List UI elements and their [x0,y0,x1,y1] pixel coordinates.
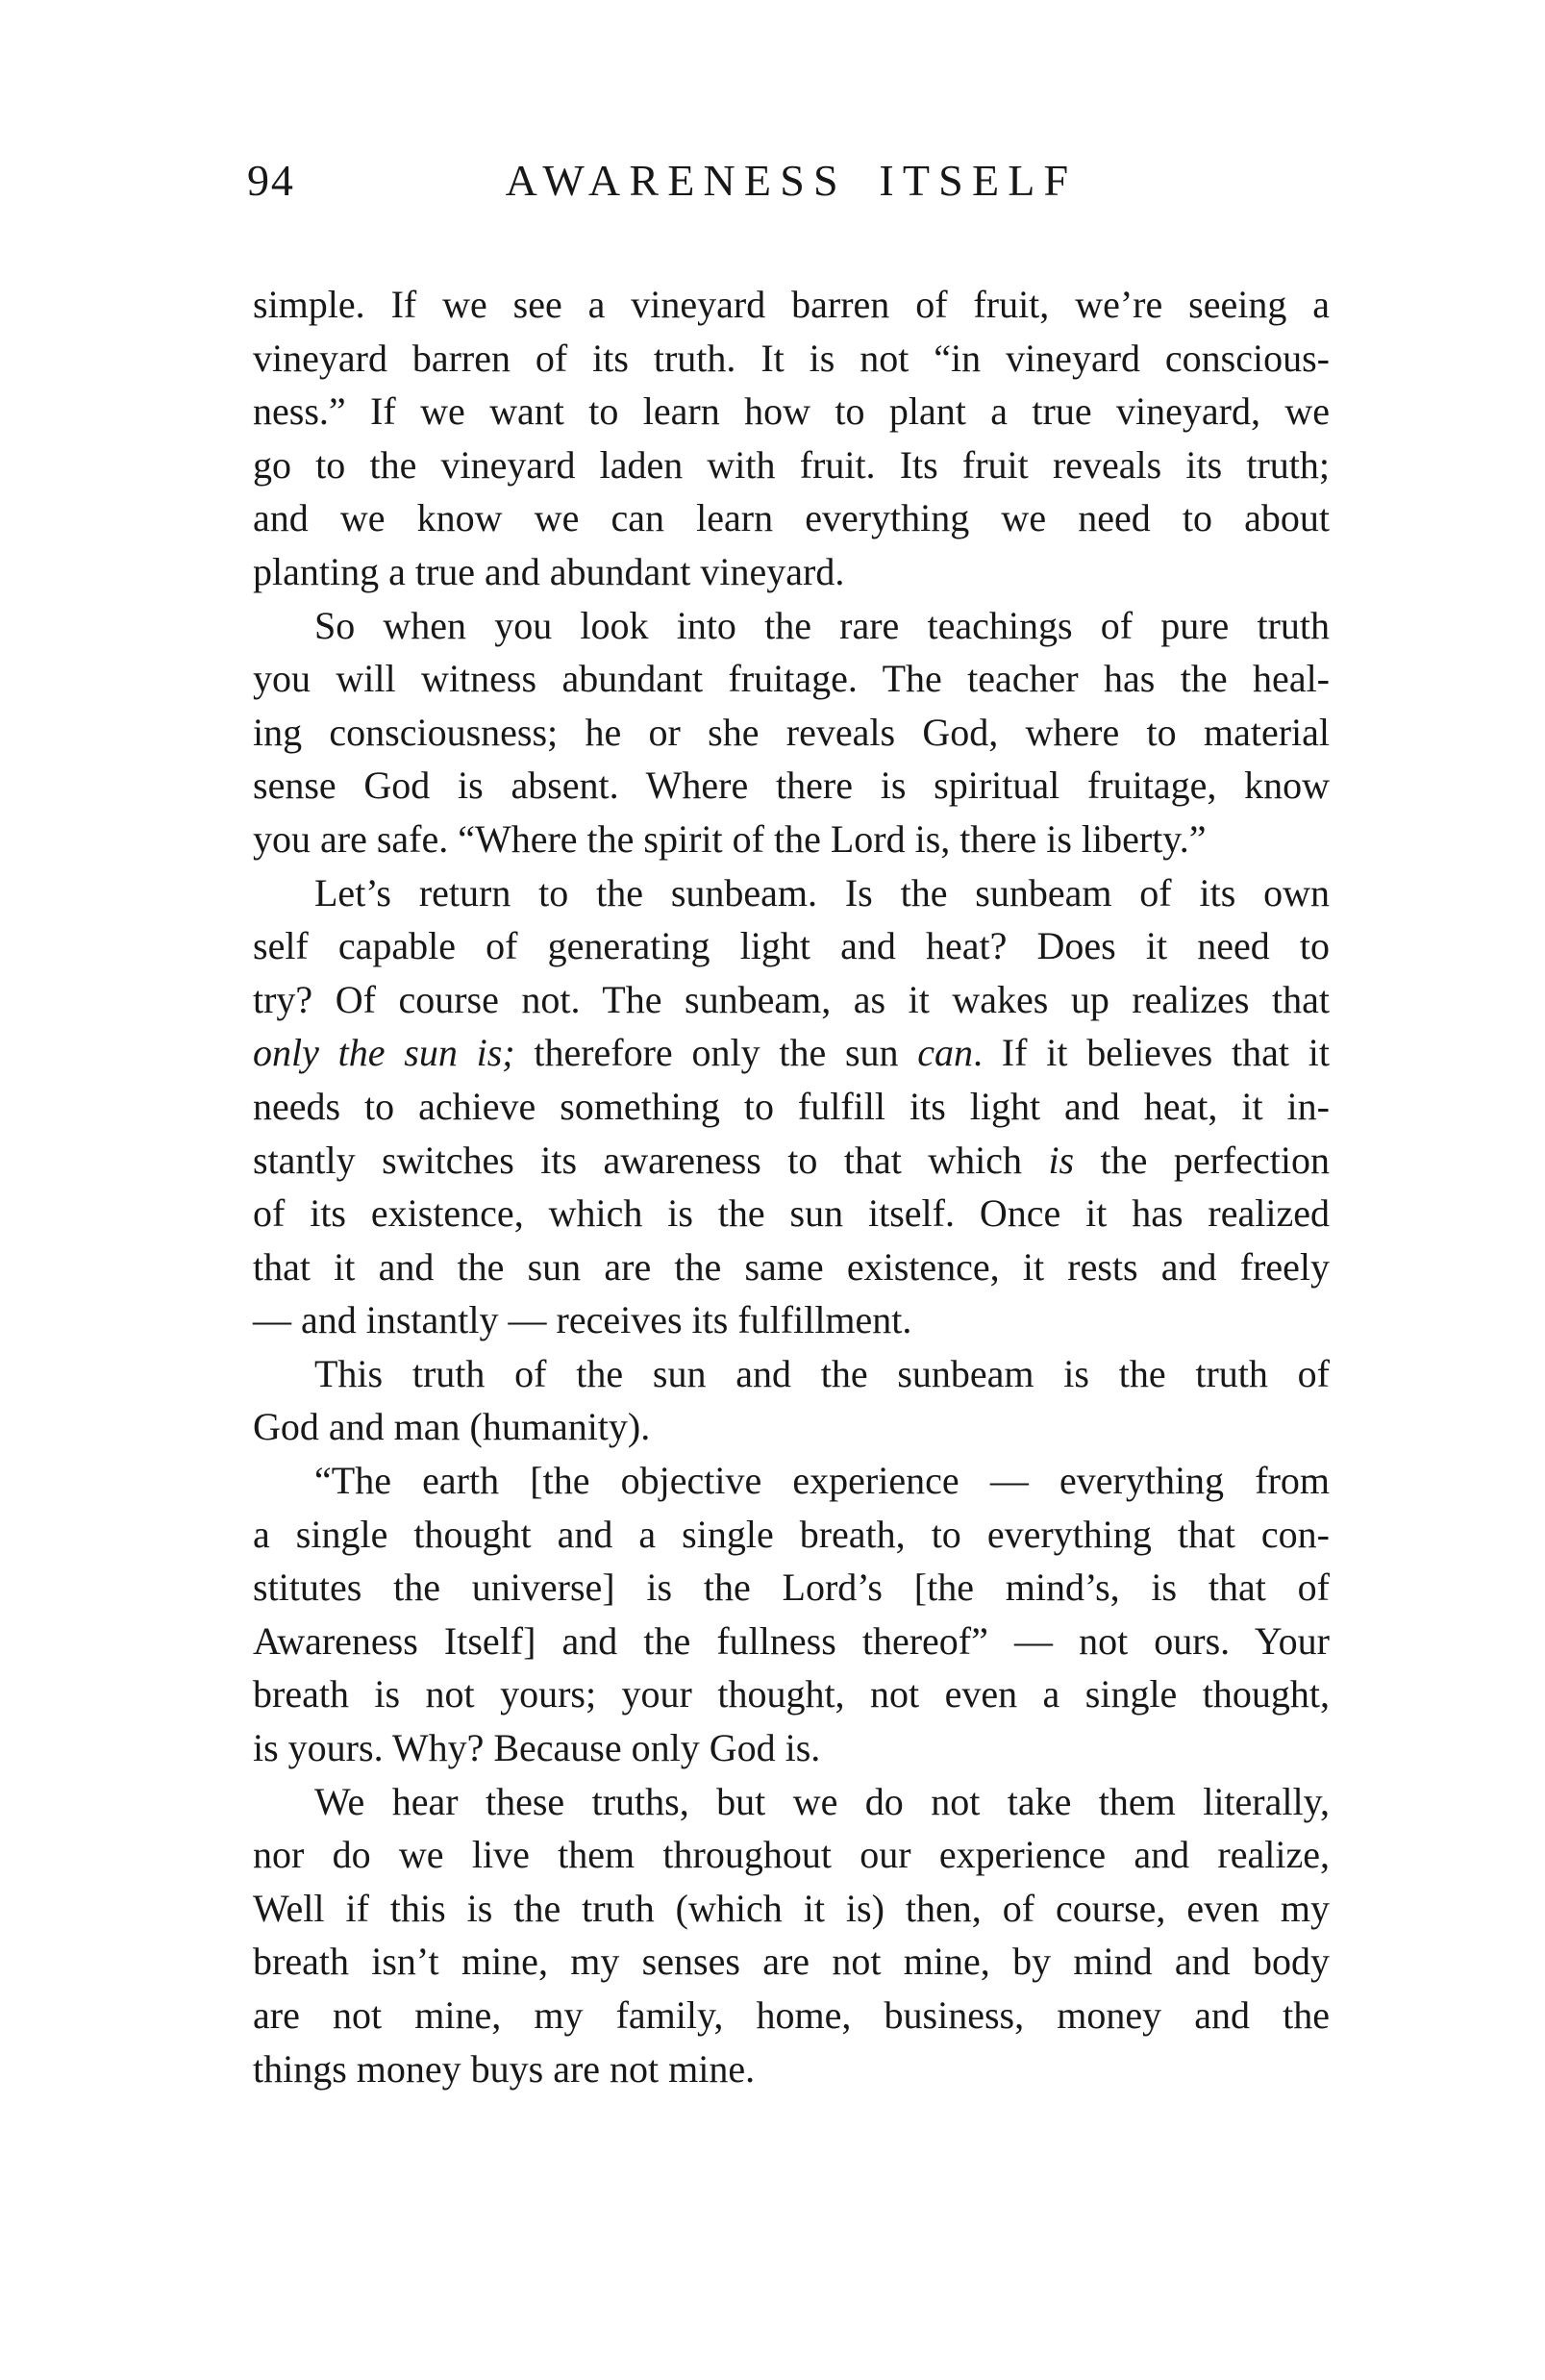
text-line [253,1721,1330,1775]
running-title: AWARENESS ITSELF [505,156,1078,205]
italic-text: is [1048,1138,1075,1182]
text-segment: self capable of generating light and heat? Does it need to [253,924,1330,968]
text-line [253,1240,1330,1294]
italic-text: can [917,1031,974,1075]
paragraph [253,1775,1330,2096]
text-segment: and we know we can learn everything we need to about [253,496,1330,540]
text-segment: are not mine, my family, home, business, money and the [253,1993,1330,2037]
text-segment: a single thought and a single breath, to everything that con- [253,1512,1330,1556]
text-segment: things money buys are not mine. [253,2046,756,2091]
text-line [253,1508,1330,1562]
text-segment: We hear these truths, but we do not take them literally, [314,1779,1330,1823]
text-segment: — and instantly — receives its fulfillment. [253,1298,912,1342]
text-segment: stitutes the universe] is the Lord’s [the mind’s, is that of [253,1566,1330,1610]
text-line [253,599,1330,653]
text-line [253,1347,1330,1401]
text-segment: try? Of course not. The sunbeam, as it wakes up realizes that [253,977,1330,1021]
text-segment: planting a true and abundant vineyard. [253,549,845,593]
text-line [253,332,1330,386]
text-line [253,1134,1330,1188]
text-segment: therefore only the sun [514,1031,918,1075]
text-segment: you will witness abundant fruitage. The teacher has the heal- [253,657,1330,701]
text-segment: vineyard barren of its truth. It is not “in vineyard conscious- [253,336,1330,380]
text-line [253,1667,1330,1721]
paragraph [253,1454,1330,1775]
text-line [253,706,1330,760]
paragraph [253,599,1330,866]
page-number: 94 [247,156,295,205]
text-line [253,1935,1330,1989]
text-line [253,545,1330,599]
text-segment: Let’s return to the sunbeam. Is the sunbeam of its own [314,870,1330,914]
text-segment: stantly switches its awareness to that which [253,1138,1049,1182]
text-line [253,438,1330,492]
text-segment: This truth of the sun and the sunbeam is the truth of [314,1351,1330,1395]
text-line [253,1882,1330,1936]
text-line [253,1293,1330,1347]
text-segment: God and man (humanity). [253,1405,651,1449]
text-segment: go to the vineyard laden with fruit. Its fruit reveals its truth; [253,442,1330,487]
text-segment: ness.” If we want to learn how to plant a true vineyard, we [253,389,1330,434]
paragraph [253,866,1330,1347]
text-segment: sense God is absent. Where there is spiritual fruitage, know [253,764,1330,808]
text-line [253,973,1330,1027]
text-segment: needs to achieve something to fulfill its light and heat, it in- [253,1084,1330,1128]
text-line [253,1454,1330,1508]
text-segment: . If it believes that it [973,1031,1330,1075]
running-header [247,156,1330,207]
text-segment: that it and the sun are the same existence, it rests and freely [253,1244,1330,1289]
text-segment: of its existence, which is the sun itself. Once it has realized [253,1191,1330,1236]
text-segment: breath is not yours; your thought, not even a single thought, [253,1672,1330,1716]
text-segment: Awareness Itself] and the fullness thereof” — not ours. Your [253,1618,1330,1663]
text-line [253,1561,1330,1615]
text-line [253,1187,1330,1240]
text-line [253,1775,1330,1829]
italic-text: only the sun is; [253,1031,515,1075]
text-line [253,1615,1330,1668]
text-segment: breath isn’t mine, my senses are not mine, by mind and body [253,1940,1330,1984]
text-line [253,1080,1330,1134]
text-line [253,278,1330,332]
text-line [253,491,1330,545]
text-line [253,919,1330,973]
text-line [253,759,1330,813]
text-segment: “The earth [the objective experience — everything from [314,1459,1330,1503]
paragraph [253,1347,1330,1454]
text-line [253,1828,1330,1882]
text-segment: the perfection [1074,1138,1330,1182]
text-line [253,2042,1330,2096]
paragraph [253,278,1330,599]
text-segment: Well if this is the truth (which it is) then, of course, even my [253,1886,1330,1930]
text-segment: simple. If we see a vineyard barren of fruit, we’re seeing a [253,283,1330,326]
text-segment: ing consciousness; he or she reveals God, where to material [253,710,1330,754]
text-line [253,813,1330,866]
text-segment: you are safe. “Where the spirit of the Lord is, there is liberty.” [253,816,1207,861]
text-segment: nor do we live them throughout our experience and realize, [253,1833,1330,1877]
text-line [253,1026,1330,1080]
text-line [253,1989,1330,2042]
text-line [253,385,1330,438]
page-body [253,278,1330,2095]
text-segment: So when you look into the rare teachings of pure truth [314,603,1330,647]
text-line [253,1400,1330,1454]
text-line [253,652,1330,706]
text-segment: is yours. Why? Because only God is. [253,1726,821,1770]
text-line [253,866,1330,920]
